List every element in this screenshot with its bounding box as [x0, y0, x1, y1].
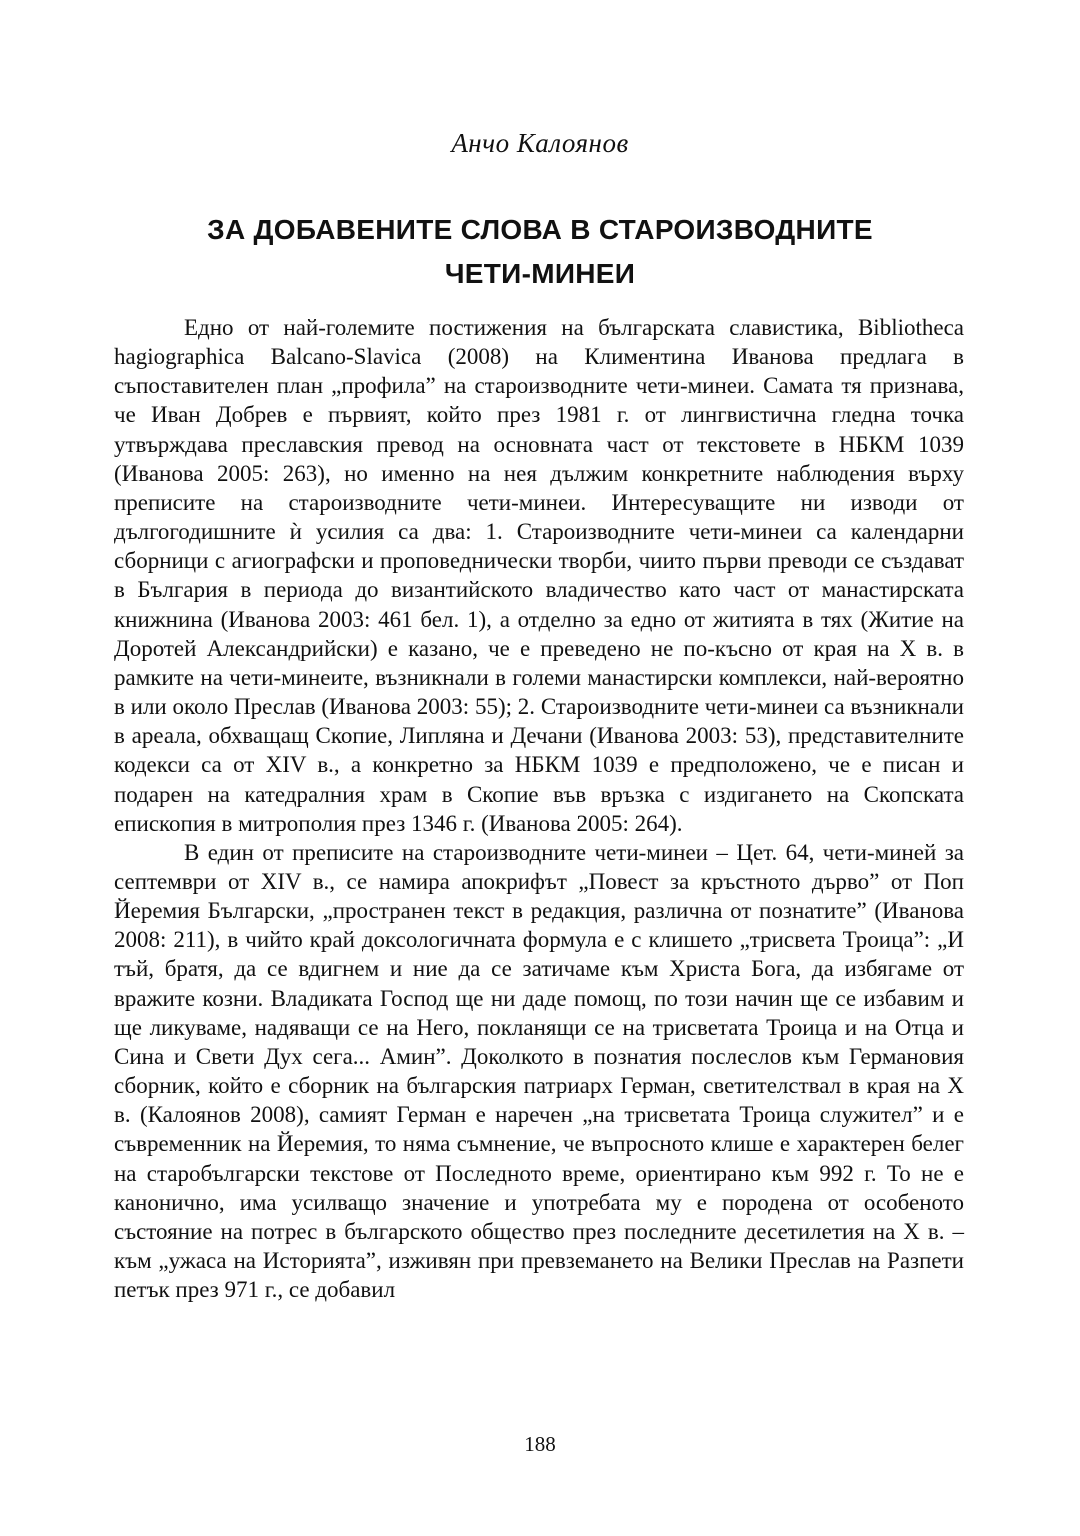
article-title-line-2: ЧЕТИ-МИНЕИ — [444, 258, 636, 289]
page-number: 188 — [524, 1432, 556, 1456]
article-title-line-1: ЗА ДОБАВЕНИТЕ СЛОВА В СТАРОИЗВОДНИТЕ — [207, 214, 873, 245]
article-title — [120, 208, 960, 296]
author-name: Анчо Калоянов — [451, 128, 629, 158]
article-body — [114, 313, 964, 1304]
paragraph-1: Едно от най-големите постижения на българската славистика, Bibliotheca hagiographica Balcano-Slavica (2008) на Климентина Иванова предлага в съпоставителен план „профила” на староизводните чети-минеи. Самата тя признава, че Иван Добрев е първият, който през 1981 г. от лингвистична гледна точка утвърждава преславския превод на основната част от текстовете в НБКМ 1039 (Иванова 2005: 263), но именно на нея дължим конкретните наблюдения върху преписите на староизводните чети-минеи. Интересуващите ни изводи от дългогодишните ѝ усилия са два: 1. Староизводните чети-минеи са календарни сборници с агиографски и проповеднически творби, чиито първи преводи се създават в България в периода до византийското владичество като част от манастирската книжнина (Иванова 2003: 461 бел. 1), а отделно за едно от житията в тях (Житие на Доротей Александрийски) е казано, че е преведено не по-късно от края на Х в. в рамките на чети-минеите, възникнали в големи манастирски комплекси, най-вероятно в или около Преслав (Иванова 2003: 55); 2. Староизводните чети-минеи са възникнали в ареала, обхващащ Скопие, Липляна и Дечани (Иванова 2003: 53), представителните кодекси са от XIV в., а конкретно за НБКМ 1039 е предположено, че е писан и подарен на катедралния храм в Скопие във връзка с издигането на Скопската епископия в митрополия през 1346 г. (Иванова 2005: 264). — [114, 315, 964, 836]
paragraph-2: В един от преписите на староизводните чети-минеи – Цет. 64, чети-миней за септември от XIV в., се намира апокрифът „Повест за кръстното дърво” от Поп Йеремия Български, „пространен текст в редакция, различна от познатите” (Иванова 2008: 211), в чийто край доксологичната формула е с клишето „трисвета Троица”: „И тъй, братя, да се вдигнем и ние да се затичаме към Христа Бога, да избягаме от вражите козни. Владиката Господ ще ни даде помощ, по този начин ще се избавим и ще ликуваме, надяващи се на Него, покланящи се на трисветата Троица и на Отца и Сина и Свети Дух сега... Амин”. Доколкото в познатия послеслов към Германовия сборник, който е сборник на българския патриарх Герман, светителствал в края на Х в. (Калоянов 2008), самият Герман е наречен „на трисветата Троица служител” и е съвременник на Йеремия, то няма съмнение, че въпросното клише е характерен белег на старобългарски текстове от Последното време, ориентирано към 992 г. То не е канонично, има усилващо значение и употребата му е породена от особеното състояние на потрес в българското общество през последните десетилетия на Х в. – към „ужаса на Историята”, изживян при превземането на Велики Преслав на Разпети петък през 971 г., се добавил — [114, 839, 964, 1303]
